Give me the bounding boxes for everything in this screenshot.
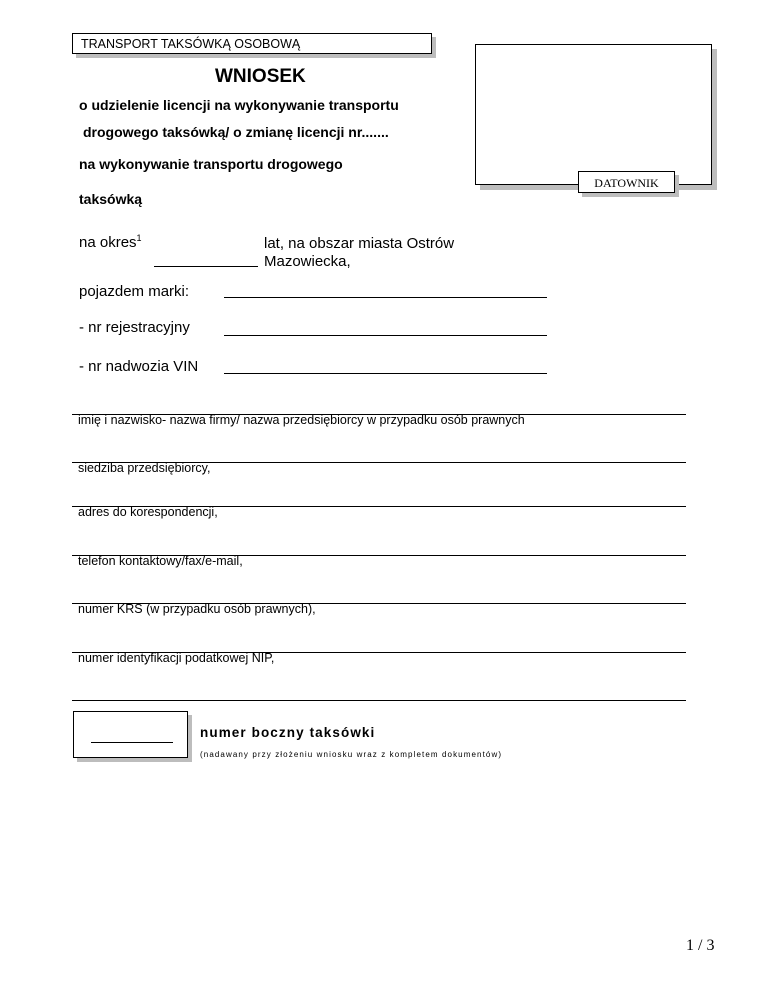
- correspondence-address-label: adres do korespondencji,: [78, 505, 218, 519]
- form-category-label: TRANSPORT TAKSÓWKĄ OSOBOWĄ: [81, 37, 301, 51]
- period-years-field[interactable]: [154, 266, 258, 267]
- subtitle-line-4: taksówką: [79, 191, 143, 207]
- period-label-text: na okres: [79, 234, 137, 251]
- taxi-number-note: (nadawany przy złożeniu wniosku wraz z kompletem dokumentów): [200, 750, 503, 759]
- page-number: 1 / 3: [686, 937, 715, 954]
- taxi-number-box: [73, 711, 188, 758]
- vehicle-registration-field[interactable]: [224, 335, 547, 336]
- divider-line: [72, 700, 686, 701]
- applicant-name-label: imię i nazwisko- nazwa firmy/ nazwa przedsiębiorcy w przypadku osób prawnych: [78, 413, 525, 427]
- vehicle-brand-label: pojazdem marki:: [79, 283, 190, 300]
- subtitle-line-3: na wykonywanie transportu drogowego: [79, 156, 343, 172]
- subtitle-line-1: o udzielenie licencji na wykonywanie transportu: [79, 97, 399, 113]
- form-category-box: [72, 33, 432, 54]
- vehicle-registration-label: - nr rejestracyjny: [79, 319, 190, 336]
- vehicle-brand-field[interactable]: [224, 297, 547, 298]
- subtitle-line-2: drogowego taksówką/ o zmianę licencji nr.......: [83, 124, 389, 140]
- period-text-line-1: lat, na obszar miasta Ostrów: [264, 235, 455, 252]
- seat-label: siedziba przedsiębiorcy,: [78, 461, 211, 475]
- vehicle-vin-field[interactable]: [224, 373, 547, 374]
- period-text-line-2: Mazowiecka,: [264, 253, 351, 270]
- stamp-label: DATOWNIK: [578, 171, 675, 193]
- stamp-area: [475, 44, 712, 185]
- contact-label: telefon kontaktowy/fax/e-mail,: [78, 554, 243, 568]
- krs-label: numer KRS (w przypadku osób prawnych),: [78, 602, 316, 616]
- taxi-number-field[interactable]: [91, 742, 173, 743]
- footnote-ref: 1: [136, 233, 142, 243]
- form-title: WNIOSEK: [215, 66, 306, 87]
- nip-label: numer identyfikacji podatkowej NIP,: [78, 651, 275, 665]
- taxi-number-title: numer boczny taksówki: [200, 725, 376, 740]
- vehicle-vin-label: - nr nadwozia VIN: [79, 358, 199, 375]
- period-label: [79, 233, 142, 251]
